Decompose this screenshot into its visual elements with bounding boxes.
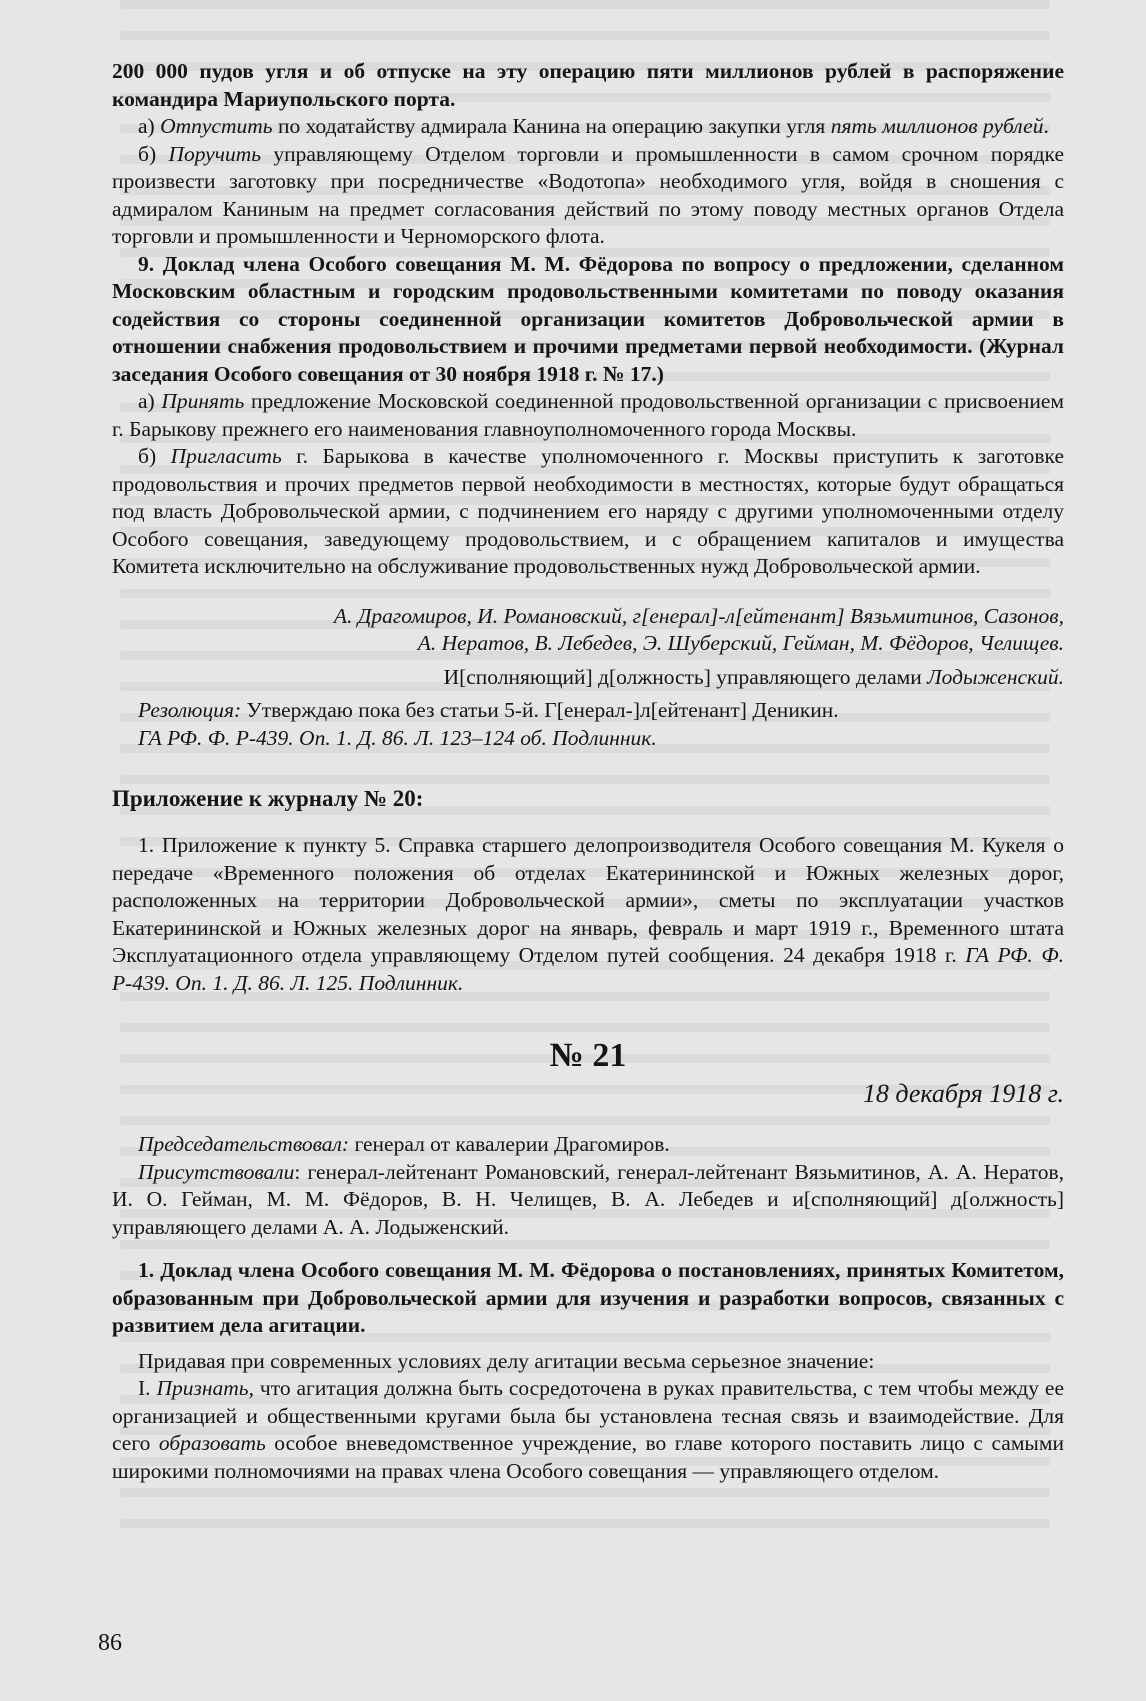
signatures-line-3: И[сполняющий] д[олжность] управляющего делами Лодыженский. <box>443 664 1064 689</box>
document-date: 18 декабря 1918 г. <box>862 1079 1064 1108</box>
archive-reference-1: ГА РФ. Ф. Р-439. Оп. 1. Д. 86. Л. 123–124 об. Подлинник. <box>138 725 657 750</box>
top-continuation: 200 000 пудов угля и об отпуске на эту операцию пяти миллионов рублей в распоряжение командира Мариупольского порта. <box>112 59 1064 111</box>
page-number: 86 <box>98 1630 122 1656</box>
resolution: Резолюция: Утверждаю пока без статьи 5-й. Г[енерал-]л[ейтенант] Деникин. <box>138 698 839 722</box>
item-b: б) Поручить управляющему Отделом торговли и промышленности в самом срочном порядке произвести заготовку при посредничестве «Водотопа» необходимого угля, войдя в сношения с адмиралом Каниным на предмет согласования действий по этому поводу местных органов Отдела торговли и промышленности и Черноморского флота. <box>112 141 1064 248</box>
document-number: № 21 <box>549 1037 627 1074</box>
present-line: Присутствовали: генерал-лейтенант Романовский, генерал-лейтенант Вязьмитинов, А. А. Нератов, И. О. Гейман, М. М. Фёдоров, В. Н. Челищев, В. А. Лебедев и и[сполняющий] д[олжность] управляющего делами А. А. Лодыженский. <box>112 1159 1064 1239</box>
appendix-title: Приложение к журналу № 20: <box>112 786 424 811</box>
point-9-b: б) Пригласить г. Барыкова в качестве уполномоченного г. Москвы приступить к заготовке продовольствия и прочих предметов первой необходимости в местностях, которые будут обращаться под власть Добровольческой армии, с подчинением его наряду с другими уполномоченными отделу Особого совещания, заведующему продовольствием, и с обращением капиталов и имущества Комитета исключительно на обслуживание продовольственных нужд Добровольческой армии. <box>112 444 1064 578</box>
point-9-a: а) Принять предложение Московской соединенной продовольственной организации с присвоением г. Барыкову прежнего его наименования главноуполномоченного города Москвы. <box>112 389 1064 441</box>
point-1-intro: Придавая при современных условиях делу агитации весьма серьезное значение: <box>138 1348 875 1373</box>
signatures-line-2: А. Нератов, В. Лебедев, Э. Шуберский, Гейман, М. Фёдоров, Челищев. <box>417 631 1064 655</box>
point-1-heading: 1. Доклад члена Особого совещания М. М. Фёдорова о постановлениях, принятых Комитетом, образованным при Добровольческой армии для изучения и разработки вопросов, связанных с развитием дела агитации. <box>112 1258 1064 1337</box>
point-9-heading: 9. Доклад члена Особого совещания М. М. Фёдорова по вопросу о предложении, сделанном Московским областным и городским продовольственными комитетами по поводу оказания содействия со стороны соединенной организации комитетов Добровольческой армии в отношении снабжения продовольствием и прочими предметами первой необходимости. (Журнал заседания Особого совещания от 30 ноября 1918 г. № 17.) <box>112 251 1064 386</box>
appendix-text: 1. Приложение к пункту 5. Справка старшего делопроизводителя Особого совещания М. Кукеля о передаче «Временного положения об отделах Екатерининской и Южных железных дорог, расположенных на территории Добровольческой армии», сметы по эксплуатации участков Екатерининской и Южных железных дорог на январь, февраль и март 1919 г., Временного штата Эксплуатационного отдела управляющему Отделом путей сообщения. 24 декабря 1918 г. ГА РФ. Ф. Р-439. Оп. 1. Д. 86. Л. 125. Подлинник. <box>112 833 1064 995</box>
item-a: а) Отпустить по ходатайству адмирала Канина на операцию закупки угля пять миллионов рублей. <box>138 114 1049 138</box>
signatures-line-1: А. Драгомиров, И. Романовский, г[енерал]-л[ейтенант] Вязьмитинов, Сазонов, <box>333 603 1064 628</box>
point-1-item-I: I. Признать, что агитация должна быть сосредоточена в руках правительства, с тем чтобы между ее организацией и общественными кругами была бы установлена тесная связь и взаимодействие. Для сего образовать особое вневедомственное учреждение, во главе которого поставить лицо с самыми широкими полномочиями на правах члена Особого совещания — управляющего отделом. <box>112 1376 1064 1483</box>
chair-line: Председательствовал: генерал от кавалерии Драгомиров. <box>138 1132 670 1156</box>
